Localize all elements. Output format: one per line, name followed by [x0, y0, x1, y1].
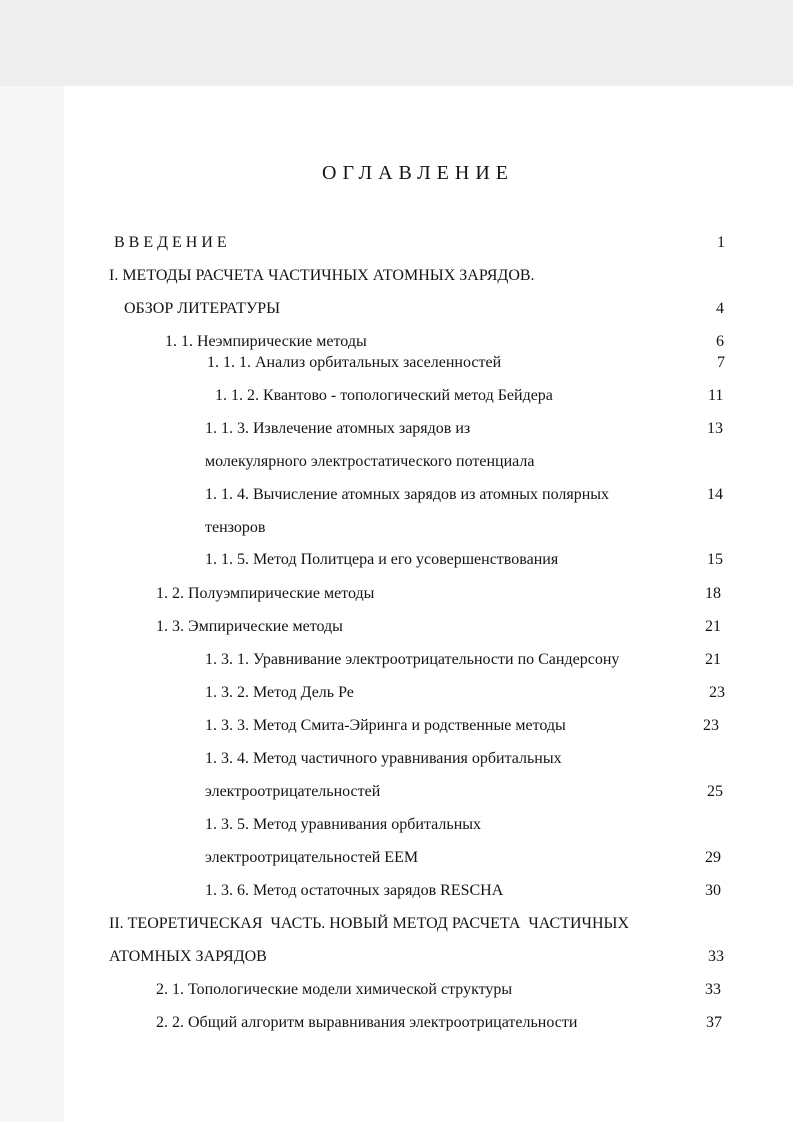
toc-entry-page: 25 [707, 783, 723, 800]
toc-entry-text: 1. 3. Эмпирические методы [156, 618, 343, 635]
toc-entry-text: 2. 1. Топологические модели химической структуры [156, 981, 513, 998]
toc-entry-text: II. ТЕОРЕТИЧЕСКАЯ ЧАСТЬ. НОВЫЙ МЕТОД РАСЧЕТА ЧАСТИЧНЫХ [109, 915, 630, 932]
toc-entry-page: 13 [707, 420, 723, 437]
toc-entry-page: 30 [705, 882, 721, 899]
toc-entry-text: ОБЗОР ЛИТЕРАТУРЫ [124, 300, 281, 317]
toc-entry-page: 21 [705, 651, 721, 668]
toc-entry-text: 1. 1. Неэмпирические методы [165, 333, 367, 350]
toc-entry-page: 6 [716, 333, 724, 350]
toc-entry-text: 1. 3. 2. Метод Дель Ре [205, 684, 354, 701]
toc-entry-page: 4 [716, 300, 724, 317]
toc-entry-text: АТОМНЫХ ЗАРЯДОВ [109, 948, 267, 965]
toc-entry-page: 23 [703, 717, 719, 734]
toc-entry-text: 1. 1. 5. Метод Политцера и его усовершенствования [205, 551, 559, 568]
page-title: ОГЛАВЛЕНИЕ [322, 162, 514, 184]
toc-entry-page: 29 [705, 849, 721, 866]
toc-entry-text: ВВЕДЕНИЕ [114, 234, 231, 251]
toc-entry-text: I. МЕТОДЫ РАСЧЕТА ЧАСТИЧНЫХ АТОМНЫХ ЗАРЯДОВ. [109, 267, 535, 284]
toc-entry-text: 2. 2. Общий алгоритм выравнивания электроотрицательности [156, 1014, 578, 1031]
toc-entry-text: 1. 3. 4. Метод частичного уравнивания орбитальных [205, 750, 562, 767]
toc-entry-text: электроотрицательностей ЕЕМ [205, 849, 419, 866]
toc-entry-page: 23 [709, 684, 725, 701]
toc-entry-page: 21 [705, 618, 721, 635]
toc-entry-text: молекулярного электростатического потенциала [205, 453, 535, 470]
toc-entry-text: 1. 1. 2. Квантово - топологический метод Бейдера [215, 387, 553, 404]
toc-entry-text: 1. 1. 4. Вычисление атомных зарядов из атомных полярных [205, 486, 610, 503]
toc-entry-text: тензоров [205, 519, 266, 536]
toc-entry-page: 14 [707, 486, 723, 503]
toc-entry-page: 33 [705, 981, 721, 998]
toc-entry-page: 33 [708, 948, 724, 965]
toc-entry-page: 37 [706, 1014, 722, 1031]
toc-entry-page: 11 [708, 387, 724, 404]
toc-entry-text: 1. 3. 5. Метод уравнивания орбитальных [205, 816, 482, 833]
toc-entry-text: 1. 1. 1. Анализ орбитальных заселенностей [207, 354, 502, 371]
toc-entry-text: 1. 2. Полуэмпирические методы [156, 585, 375, 602]
toc-entry-text: электроотрицательностей [205, 783, 381, 800]
toc-entry-page: 1 [717, 234, 725, 251]
toc-entry-text: 1. 1. 3. Извлечение атомных зарядов из [205, 420, 471, 437]
scan-margin-top [0, 0, 793, 86]
toc-entry-text: 1. 3. 6. Метод остаточных зарядов RESCHA [205, 882, 504, 899]
scan-margin-left [0, 86, 64, 1122]
toc-entry-page: 15 [707, 551, 723, 568]
toc-entry-text: 1. 3. 3. Метод Смита-Эйринга и родственные методы [205, 717, 566, 734]
toc-entry-page: 18 [705, 585, 721, 602]
toc-entry-page: 7 [717, 354, 725, 371]
toc-entry-text: 1. 3. 1. Уравнивание электроотрицательности по Сандерсону [205, 651, 620, 668]
